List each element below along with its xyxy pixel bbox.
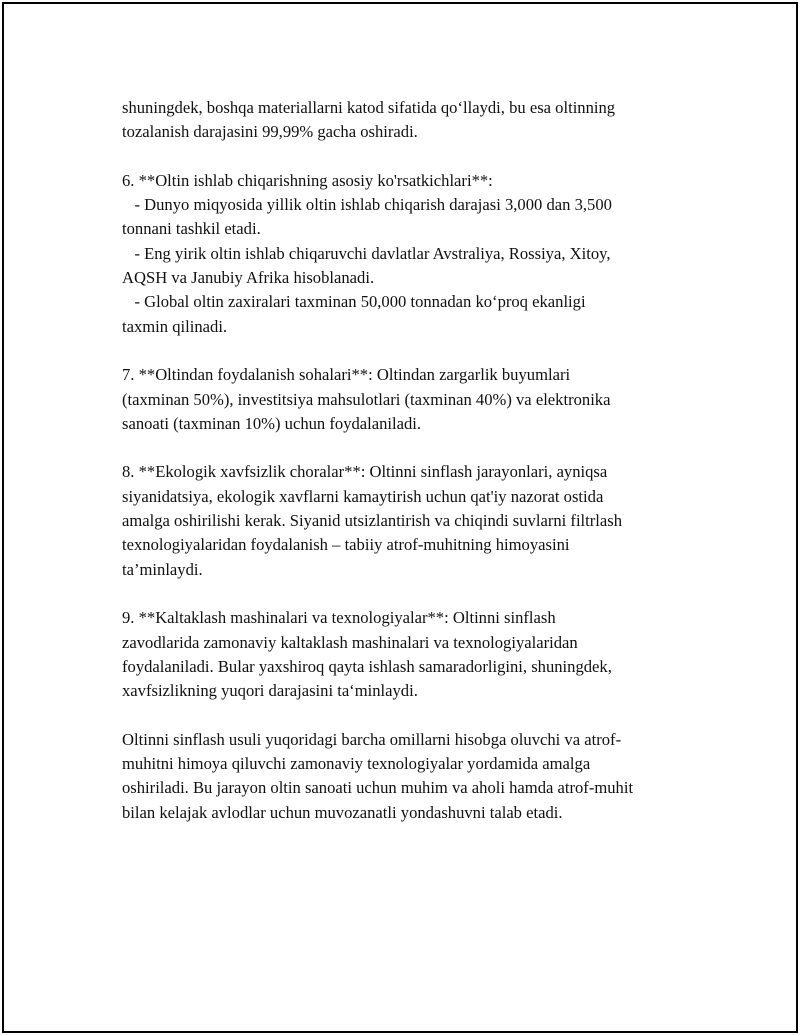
text-line: texnologiyalaridan foydalanish – tabiiy atrof-muhitning himoyasini: [122, 535, 570, 555]
text-line: siyanidatsiya, ekologik xavflarni kamaytirish uchun qat'iy nazorat ostida: [122, 486, 604, 506]
text-line: - Global oltin zaxiralari taxminan 50,000 tonnadan ko‘proq ekanligi: [122, 292, 586, 312]
text-line: - Dunyo miqyosida yillik oltin ishlab chiqarish darajasi 3,000 dan 3,500: [122, 195, 612, 215]
section-heading-line: 9. **Kaltaklash mashinalari va texnologiyalar**: Oltinni sinflash: [122, 608, 556, 628]
text-line: sanoati (taxminan 10%) uchun foydalaniladi.: [122, 413, 422, 433]
page-frame: [2, 2, 798, 1033]
document-body: [122, 96, 692, 849]
paragraph-continuation: [122, 96, 692, 145]
text-line: ta’minlaydi.: [122, 559, 203, 579]
paragraph-section-9: [122, 606, 692, 703]
paragraph-conclusion: [122, 728, 692, 825]
text-line: bilan kelajak avlodlar uchun muvozanatli yondashuvni talab etadi.: [122, 802, 563, 822]
text-line: shuningdek, boshqa materiallarni katod sifatida qo‘llaydi, bu esa oltinning: [122, 98, 616, 117]
text-line: Oltinni sinflash usuli yuqoridagi barcha omillarni hisobga oluvchi va atrof-: [122, 729, 622, 749]
text-line: tozalanish darajasini 99,99% gacha oshiradi.: [122, 122, 418, 142]
text-line: taxmin qilinadi.: [122, 316, 228, 336]
text-line: oshiriladi. Bu jarayon oltin sanoati uchun muhim va aholi hamda atrof-muhit: [122, 778, 634, 798]
text-line: (taxminan 50%), investitsiya mahsulotlari (taxminan 40%) va elektronika: [122, 389, 611, 409]
section-heading-line: 8. **Ekologik xavfsizlik choralar**: Oltinni sinflash jarayonlari, ayniqsa: [122, 462, 608, 482]
text-line: xavfsizlikning yuqori darajasini ta‘minlaydi.: [122, 681, 418, 701]
text-line: muhitni himoya qiluvchi zamonaviy texnologiyalar yordamida amalga: [122, 754, 591, 774]
text-line: - Eng yirik oltin ishlab chiqaruvchi davlatlar Avstraliya, Rossiya, Xitoy,: [122, 243, 611, 263]
section-heading-line: 7. **Oltindan foydalanish sohalari**: Oltindan zargarlik buyumlari: [122, 365, 571, 385]
text-line: tonnani tashkil etadi.: [122, 219, 261, 239]
text-line: zavodlarida zamonaviy kaltaklash mashinalari va texnologiyalaridan: [122, 632, 578, 652]
section-heading-line: 6. **Oltin ishlab chiqarishning asosiy ko'rsatkichlari**:: [122, 170, 493, 190]
paragraph-section-6: [122, 169, 692, 339]
text-line: AQSH va Janubiy Afrika hisoblanadi.: [122, 268, 375, 288]
paragraph-section-8: [122, 460, 692, 581]
text-line: amalga oshirilishi kerak. Siyanid utsizlantirish va chiqindi suvlarni filtrlash: [122, 511, 623, 531]
text-line: foydalaniladi. Bular yaxshiroq qayta ishlash samaradorligini, shuningdek,: [122, 656, 612, 676]
paragraph-section-7: [122, 363, 692, 436]
